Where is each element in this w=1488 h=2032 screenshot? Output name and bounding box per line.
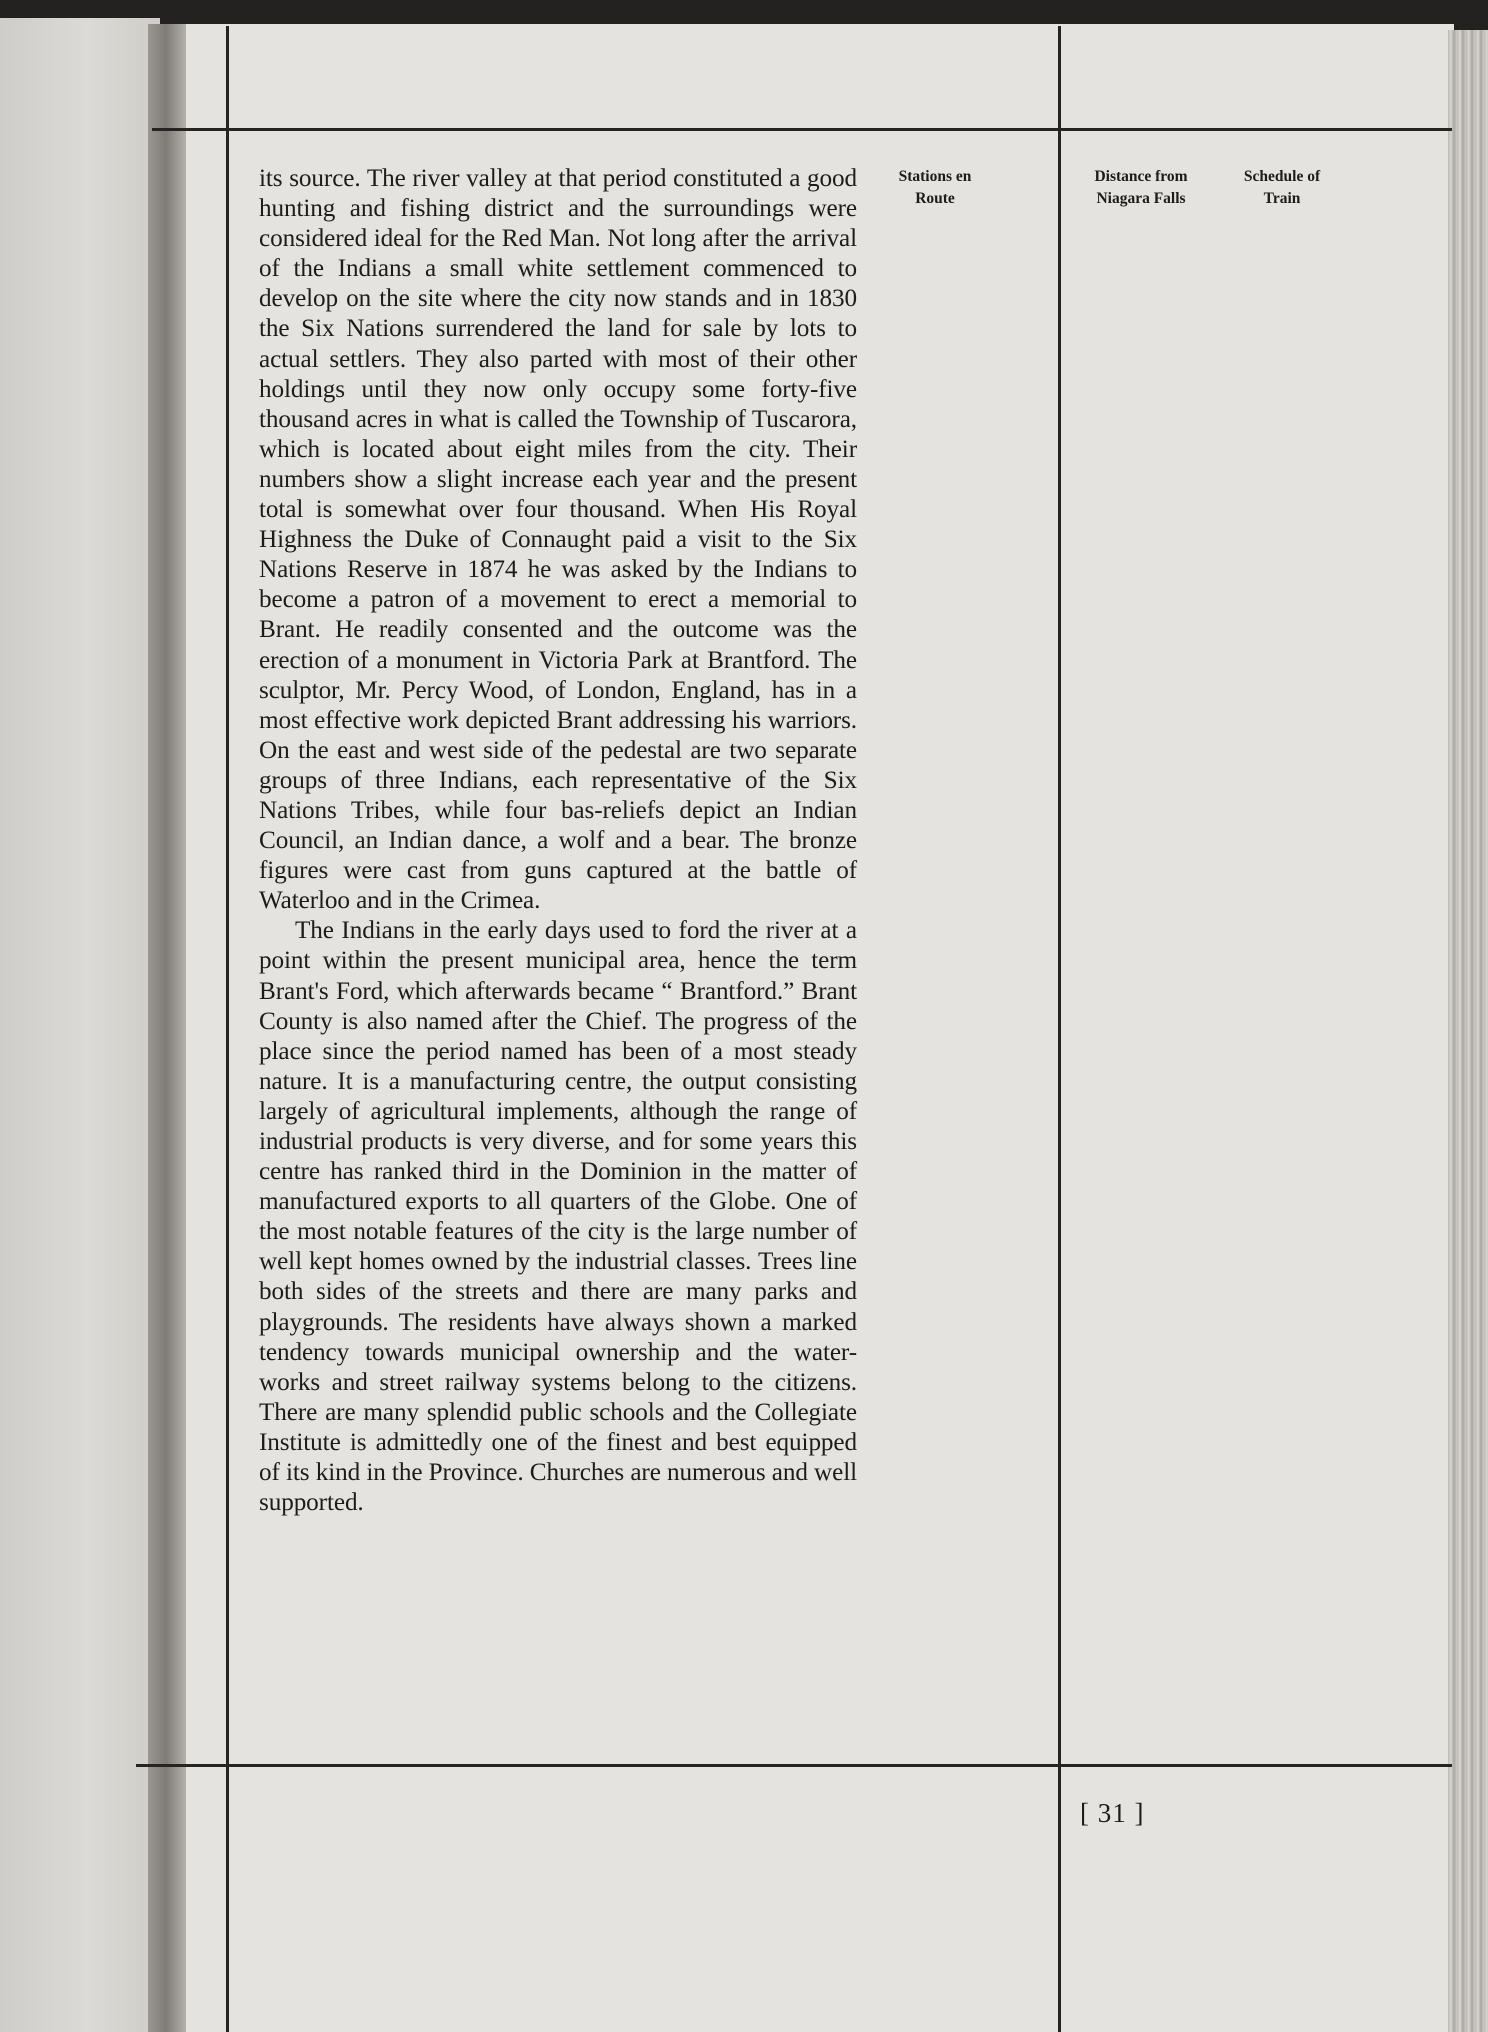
page-number: [ 31 ] xyxy=(1080,1798,1145,1828)
page-block-edge xyxy=(1448,30,1488,2032)
schedule-heading-line-1: Schedule of xyxy=(1243,168,1321,185)
schedule-heading-line-2: Train xyxy=(1263,190,1301,207)
left-margin-rule xyxy=(226,26,229,2032)
distance-from-niagara-falls-heading xyxy=(1076,166,1206,210)
distance-heading-line-1: Distance from xyxy=(1094,168,1188,185)
body-text xyxy=(259,164,857,1518)
body-paragraph-2: The Indians in the early days used to ford the river at a point within the present municipal area, hence the term Brant's Ford, which afterwards became “ Brantford.” Brant County is also named after the Chief. The progress of the place since the period named has been of a most steady nature. It is a manufacturing centre, the output consisting largely of agricultural implements, although the range of industrial products is very diverse, and for some years this centre has ranked third in the Dominion in the matter of manufactured exports to all quarters of the Globe. One of the most notable features of the city is the large number of well kept homes owned by the industrial classes. Trees line both sides of the streets and there are many parks and playgrounds. The residents have always shown a marked tendency towards municipal ownership and the water-works and street railway systems belong to the citizens. There are many splendid public schools and the Collegiate Institute is admittedly one of the finest and best equipped of its kind in the Province. Churches are numerous and well supported. xyxy=(259,917,857,1517)
header-rule xyxy=(152,128,1452,131)
stations-en-route-heading xyxy=(880,166,990,210)
stations-heading-line-2: Route xyxy=(915,190,955,207)
footer-rule xyxy=(136,1764,1452,1767)
book-gutter xyxy=(148,24,188,2032)
stations-heading-line-1: Stations en xyxy=(898,168,972,185)
facing-page-edge xyxy=(0,18,160,2032)
schedule-of-train-heading xyxy=(1222,166,1342,210)
distance-heading-line-2: Niagara Falls xyxy=(1096,190,1186,207)
column-divider-rule xyxy=(1058,26,1061,2032)
body-paragraph-1: its source. The river valley at that period constituted a good hunting and fishing district and the surroundings were considered ideal for the Red Man. Not long after the arrival of the Indians a small white settlement commenced to develop on the site where the city now stands and in 1830 the Six Nations surrendered the land for sale by lots to actual settlers. They also parted with most of their other holdings until they now only occupy some forty-five thousand acres in what is called the Township of Tuscarora, which is located about eight miles from the city. Their numbers show a slight increase each year and the present total is somewhat over four thousand. When His Royal Highness the Duke of Connaught paid a visit to the Six Nations Reserve in 1874 he was asked by the Indians to become a patron of a movement to erect a memorial to Brant. He readily consented and the outcome was the erection of a monument in Victoria Park at Brantford. The sculptor, Mr. Percy Wood, of London, England, has in a most effective work depicted Brant addressing his warriors. On the east and west side of the pedestal are two separate groups of three Indians, each representative of the Six Nations Tribes, while four bas-reliefs depict an Indian Council, an Indian dance, a wolf and a bear. The bronze figures were cast from guns captured at the battle of Waterloo and in the Crimea. xyxy=(259,165,857,915)
